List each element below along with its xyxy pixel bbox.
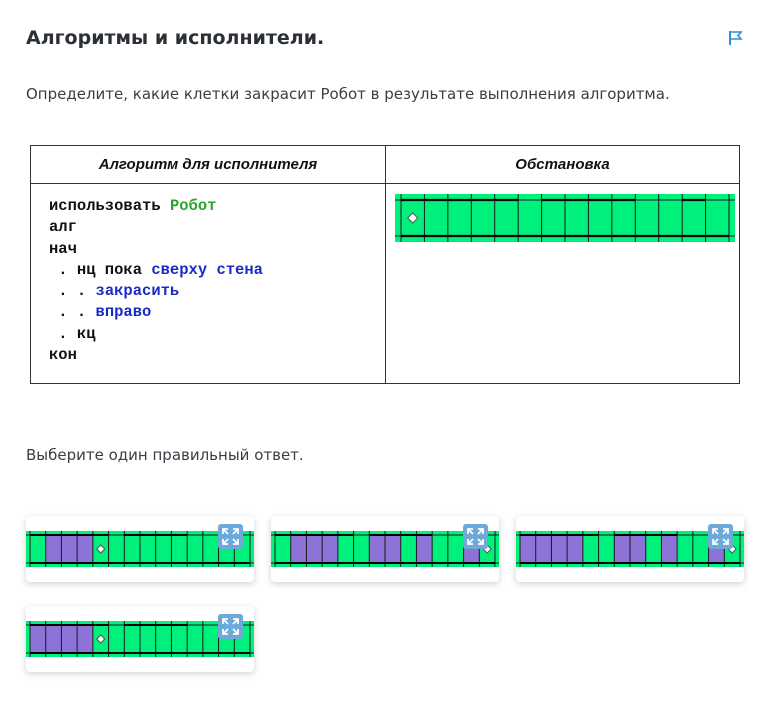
painted-cell <box>306 535 322 563</box>
zoom-button[interactable] <box>708 524 733 549</box>
painted-cell <box>567 535 583 563</box>
expand-icon <box>463 524 488 549</box>
keyword-use: использовать <box>49 197 161 215</box>
painted-cell <box>46 535 62 563</box>
painted-cell <box>61 625 77 653</box>
zoom-button[interactable] <box>218 614 243 639</box>
algorithm-code <box>32 185 384 366</box>
painted-cell <box>536 535 552 563</box>
cond-wall: стена <box>216 260 263 279</box>
answer-option-3[interactable] <box>516 516 744 582</box>
code-cell <box>31 184 386 384</box>
code-line-7: . кц <box>49 324 96 343</box>
header-algorithm: Алгоритм для исполнителя <box>31 146 386 184</box>
expand-icon <box>708 524 733 549</box>
painted-cell <box>416 535 432 563</box>
code-line-8: кон <box>49 346 77 365</box>
loop-prefix: . нц пока <box>49 260 152 279</box>
robot-field <box>395 194 735 242</box>
expand-icon <box>218 524 243 549</box>
code-line-1 <box>49 196 384 217</box>
choose-prompt: Выберите один правильный ответ. <box>26 446 304 464</box>
painted-cell <box>551 535 567 563</box>
painted-cell <box>46 625 62 653</box>
question-text: Определите, какие клетки закрасит Робот в результате выполнения алгоритма. <box>26 85 670 103</box>
painted-cell <box>77 535 93 563</box>
indent-prefix: . . <box>49 303 96 322</box>
painted-cell <box>30 625 46 653</box>
cmd-right: вправо <box>95 303 152 322</box>
code-line-6 <box>49 302 384 323</box>
painted-cell <box>385 535 401 563</box>
expand-icon <box>218 614 243 639</box>
answer-option-2[interactable] <box>271 516 499 582</box>
indent-prefix: . . <box>49 282 96 301</box>
zoom-button[interactable] <box>218 524 243 549</box>
header-field: Обстановка <box>386 146 740 184</box>
zoom-button[interactable] <box>463 524 488 549</box>
painted-cell <box>61 535 77 563</box>
answer-option-1[interactable] <box>26 516 254 582</box>
code-line-2: алг <box>49 218 77 237</box>
code-line-5 <box>49 281 384 302</box>
painted-cell <box>614 535 630 563</box>
flag-icon[interactable] <box>727 29 745 47</box>
keyword-robot: Робот <box>169 197 217 215</box>
painted-cell <box>291 535 307 563</box>
painted-cell <box>520 535 536 563</box>
code-line-4 <box>49 260 384 281</box>
cond-above: сверху <box>151 260 208 279</box>
painted-cell <box>77 625 93 653</box>
algorithm-table <box>30 145 740 384</box>
painted-cell <box>322 535 338 563</box>
painted-cell <box>661 535 677 563</box>
field-cell <box>386 184 740 384</box>
painted-cell <box>630 535 646 563</box>
code-line-3: нач <box>49 239 77 258</box>
painted-cell <box>369 535 385 563</box>
answer-option-4[interactable] <box>26 606 254 672</box>
task-title: Алгоритмы и исполнители. <box>26 27 325 49</box>
cmd-paint: закрасить <box>95 282 180 301</box>
